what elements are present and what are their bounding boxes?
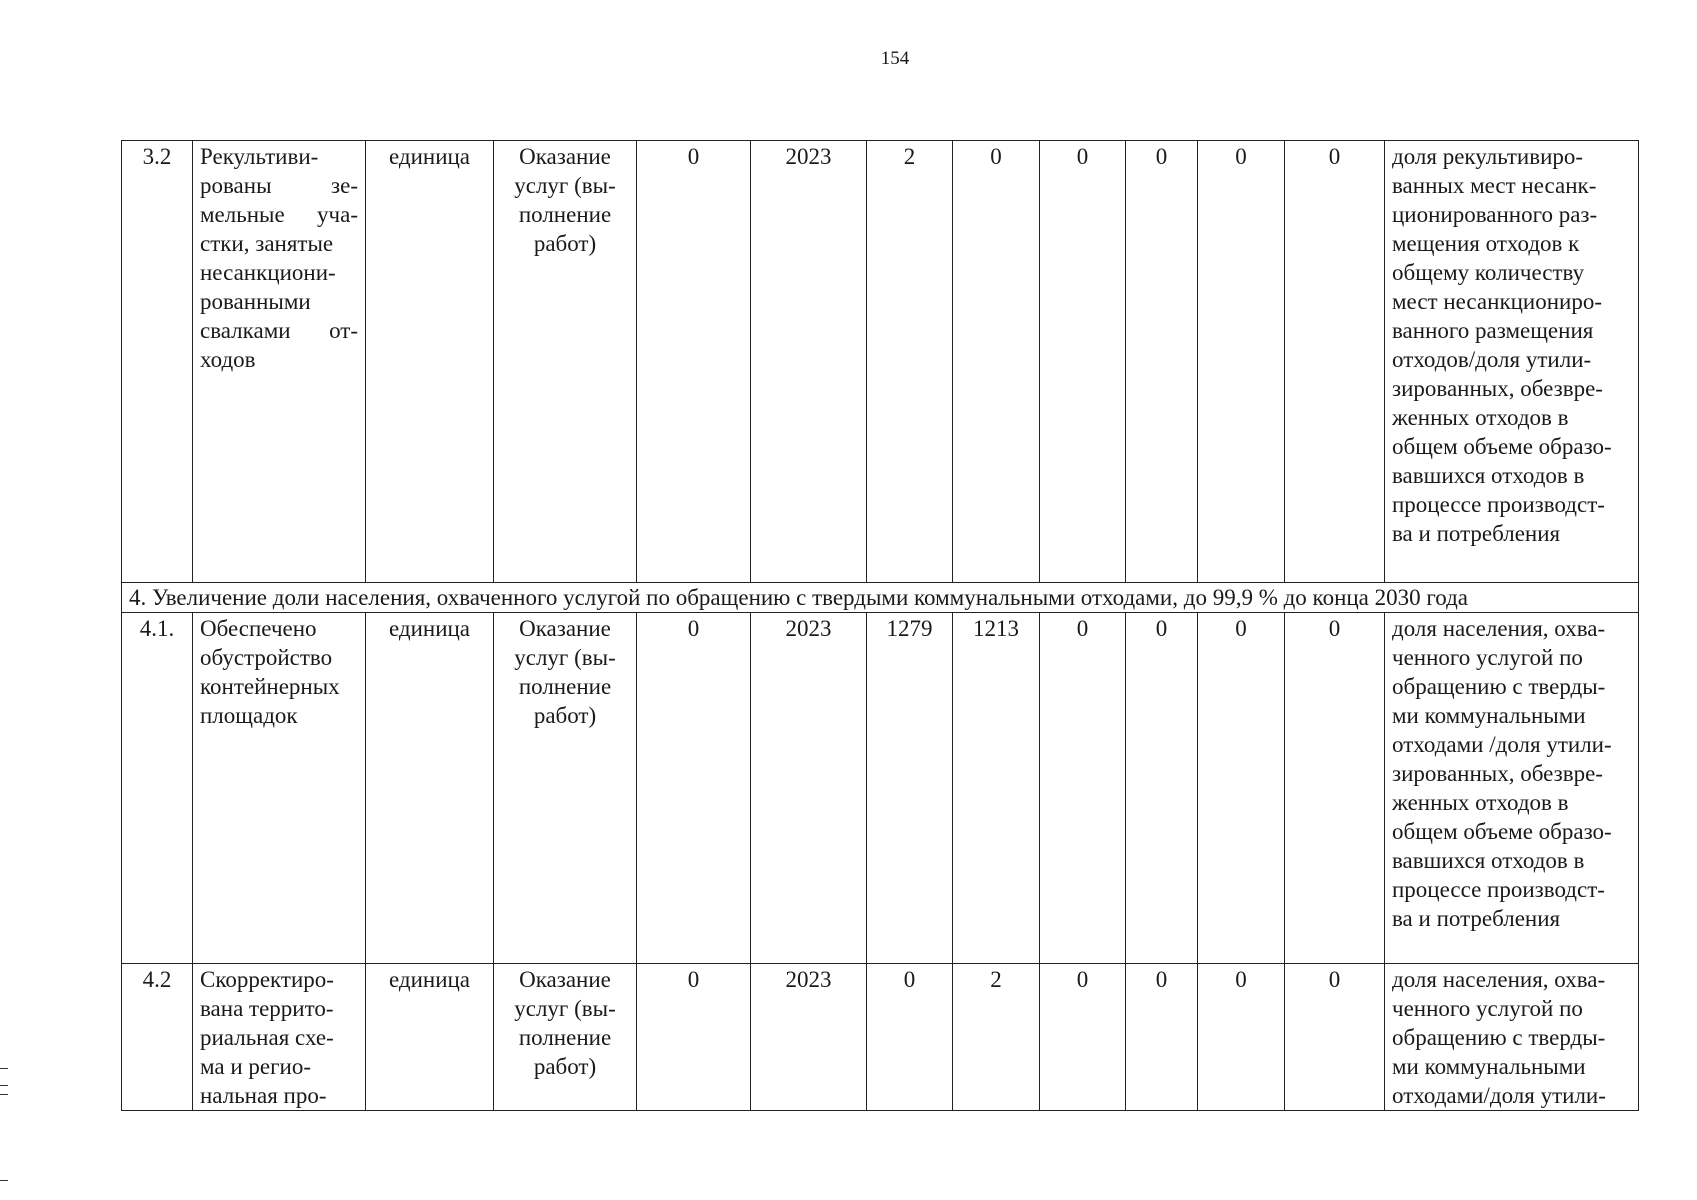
value-cell: 2 (867, 141, 953, 583)
value-cell: 0 (1040, 141, 1126, 583)
value-cell: 1213 (953, 613, 1040, 964)
text-line: отходами/доля утили- (1392, 1083, 1606, 1108)
margin-mark (0, 1068, 8, 1069)
text-line: отходами /доля утили- (1392, 732, 1612, 757)
text-line: обращению с тверды- (1392, 674, 1606, 699)
table-row (122, 141, 1639, 583)
activity-name (193, 613, 366, 964)
text-line: общем объеме образо- (1392, 434, 1612, 459)
value-cell: 0 (637, 964, 751, 1111)
margin-mark (0, 1180, 8, 1181)
text-line: женных отходов в (1392, 790, 1569, 815)
value-cell: 2023 (751, 613, 867, 964)
text-line: мещения отходов к (1392, 231, 1580, 256)
text-line: полнение (518, 1025, 612, 1050)
margin-mark (0, 1085, 8, 1086)
text-line: вавшихся отходов в (1392, 463, 1585, 488)
text-line: общему количеству (1392, 260, 1585, 285)
text-line: Оказание (519, 967, 611, 992)
text-line: работ) (533, 703, 597, 728)
text-line: ва и потребления (1392, 521, 1561, 546)
text-line: вавшихся отходов в (1392, 848, 1585, 873)
indicator-cell (1385, 141, 1639, 583)
value-cell: 0 (1126, 964, 1198, 1111)
value-cell: 0 (1040, 964, 1126, 1111)
text-line: общем объеме образо- (1392, 819, 1612, 844)
unit-cell: единица (366, 964, 494, 1111)
value-cell: 0 (637, 141, 751, 583)
text-line: вана террито- (200, 996, 334, 1021)
text-line: доля населения, охва- (1392, 967, 1606, 992)
text-line: Скорректиро- (200, 967, 334, 992)
text-line: нальная про- (200, 1083, 327, 1108)
text-line: ченного услугой по (1392, 645, 1583, 670)
text-line: Обеспечено (200, 616, 317, 641)
text-line: работ) (533, 1054, 597, 1079)
text-line: контейнерных (200, 674, 340, 699)
value-cell: 0 (1285, 613, 1385, 964)
text-line: ченного услугой по (1392, 996, 1583, 1021)
text-line: ми коммунальными (1392, 703, 1586, 728)
text-line: ционированного раз- (1392, 202, 1598, 227)
value-cell: 0 (867, 964, 953, 1111)
text-line: работ) (533, 231, 597, 256)
section-heading: 4. Увеличение доли населения, охваченного услугой по обращению с твердыми коммунальными отходами, до 99,9 % до конца 2030 года (122, 583, 1639, 613)
text-line: Рекультиви- (200, 144, 319, 169)
text-line: услуг (вы- (514, 173, 616, 198)
value-cell: 0 (1285, 141, 1385, 583)
value-cell: 2023 (751, 141, 867, 583)
value-cell: 0 (1285, 964, 1385, 1111)
text-line: Оказание (519, 616, 611, 641)
text-line: ма и регио- (200, 1054, 312, 1079)
text-line: обращению с тверды- (1392, 1025, 1606, 1050)
text-line: обустройство (200, 645, 333, 670)
text-line: зированных, обезвре- (1392, 761, 1603, 786)
unit-cell: единица (366, 613, 494, 964)
text-line: женных отходов в (1392, 405, 1569, 430)
text-line: полнение (518, 202, 612, 227)
value-cell: 0 (1198, 141, 1285, 583)
text-line: ванных мест несанк- (1392, 173, 1597, 198)
section-row (122, 583, 1639, 613)
table-row (122, 964, 1639, 1111)
value-cell: 2023 (751, 964, 867, 1111)
value-cell: 0 (1126, 613, 1198, 964)
indicator-cell (1385, 613, 1639, 964)
text-line: мест несанкциониро- (1392, 289, 1603, 314)
text-line: доля населения, охва- (1392, 616, 1606, 641)
text-line: мельные уча- (200, 202, 358, 227)
value-cell: 0 (953, 141, 1040, 583)
margin-mark (0, 1094, 8, 1095)
text-line: площадок (200, 703, 298, 728)
text-line: ва и потребления (1392, 906, 1561, 931)
activity-name (193, 964, 366, 1111)
value-cell: 1279 (867, 613, 953, 964)
row-number: 4.2 (122, 964, 193, 1111)
text-line: услуг (вы- (514, 996, 616, 1021)
row-number: 4.1. (122, 613, 193, 964)
type-cell (494, 141, 637, 583)
text-line: полнение (518, 674, 612, 699)
text-line: свалками от- (200, 318, 358, 343)
text-line: ванного размещения (1392, 318, 1594, 343)
type-cell (494, 964, 637, 1111)
table-row (122, 613, 1639, 964)
page-number: 154 (880, 48, 910, 69)
value-cell: 0 (1040, 613, 1126, 964)
indicator-cell (1385, 964, 1639, 1111)
text-line: рованными (200, 289, 311, 314)
unit-cell: единица (366, 141, 494, 583)
text-line: отходов/доля утили- (1392, 347, 1592, 372)
text-line: ми коммунальными (1392, 1054, 1586, 1079)
value-cell: 0 (637, 613, 751, 964)
activity-name (193, 141, 366, 583)
text-line: процессе производст- (1392, 877, 1605, 902)
value-cell: 2 (953, 964, 1040, 1111)
type-cell (494, 613, 637, 964)
value-cell: 0 (1126, 141, 1198, 583)
text-line: риальная схе- (200, 1025, 334, 1050)
text-line: несанкциони- (200, 260, 336, 285)
value-cell: 0 (1198, 964, 1285, 1111)
text-line: стки, занятые (200, 231, 334, 256)
text-line: Оказание (519, 144, 611, 169)
text-line: доля рекультивиро- (1392, 144, 1584, 169)
program-activities-table (121, 140, 1639, 1111)
text-line: рованы зе- (200, 173, 358, 198)
text-line: услуг (вы- (514, 645, 616, 670)
text-line: процессе производст- (1392, 492, 1605, 517)
text-line: ходов (200, 347, 256, 372)
text-line: зированных, обезвре- (1392, 376, 1603, 401)
value-cell: 0 (1198, 613, 1285, 964)
row-number: 3.2 (122, 141, 193, 583)
